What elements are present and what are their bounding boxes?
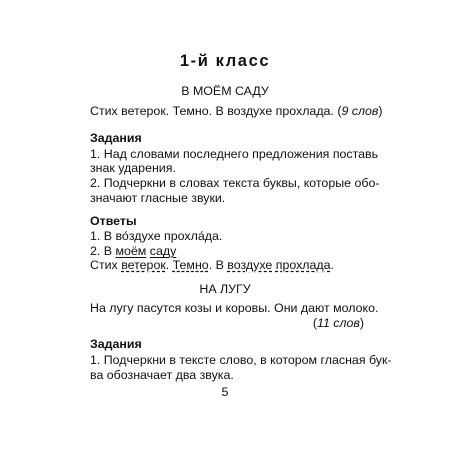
answer2-word-sadu: саду bbox=[149, 244, 177, 258]
word-count-meadow: 11 слов bbox=[317, 316, 360, 330]
task1-line2-garden: знак ударения. bbox=[90, 161, 176, 175]
count-close: ) bbox=[359, 316, 364, 330]
task1-line2-meadow: ва обозначает два звука. bbox=[90, 368, 234, 382]
text-garden bbox=[90, 103, 382, 120]
answers-heading-garden: Ответы bbox=[90, 214, 137, 228]
answer3-sep: . bbox=[208, 258, 216, 272]
page-number: 5 bbox=[221, 385, 229, 399]
answer3-sep: . bbox=[165, 258, 173, 272]
answer3-garden bbox=[90, 257, 334, 274]
answer1-garden: 1. В во́здухе прохла́да. bbox=[90, 229, 223, 243]
answer3-word: Темно bbox=[172, 258, 209, 272]
text-garden-close: ) bbox=[378, 104, 383, 118]
text-garden-main: Стих ветерок. Темно. В воздухе прохлада. ( bbox=[90, 104, 342, 118]
task2-line1-garden: 2. Подчеркни в словах текста буквы, которые обо- bbox=[90, 176, 380, 190]
answer3-word: воздухе bbox=[227, 258, 273, 272]
text-meadow-line1: На лугу пасутся козы и коровы. Они дают молоко. bbox=[90, 301, 379, 315]
answer2-prefix: 2. В bbox=[90, 244, 116, 258]
section-heading-meadow: НА ЛУГУ bbox=[199, 282, 251, 296]
answer2-word-moem: моём bbox=[115, 244, 147, 258]
grade-title: 1-й класс bbox=[179, 52, 271, 70]
task2-line2-garden: значают гласные звуки. bbox=[90, 191, 226, 205]
answer3-sep: . bbox=[330, 258, 334, 272]
word-count-garden: 9 слов bbox=[341, 104, 379, 118]
tasks-heading-garden: Задания bbox=[90, 131, 142, 145]
tasks-heading-meadow: Задания bbox=[90, 337, 142, 351]
text-meadow-count bbox=[313, 315, 364, 332]
answer3-word: Стих bbox=[90, 258, 118, 272]
count-open: ( bbox=[312, 316, 317, 330]
section-heading-garden: В МОЁМ САДУ bbox=[181, 84, 269, 98]
answer3-word: ветерок bbox=[121, 258, 166, 272]
answer3-word: прохлада bbox=[275, 258, 331, 272]
answer3-word: В bbox=[215, 258, 224, 272]
task1-line1-garden: 1. Над словами последнего предложения поставь bbox=[90, 147, 379, 161]
task1-line1-meadow: 1. Подчеркни в тексте слово, в котором гласная бук- bbox=[90, 353, 392, 367]
